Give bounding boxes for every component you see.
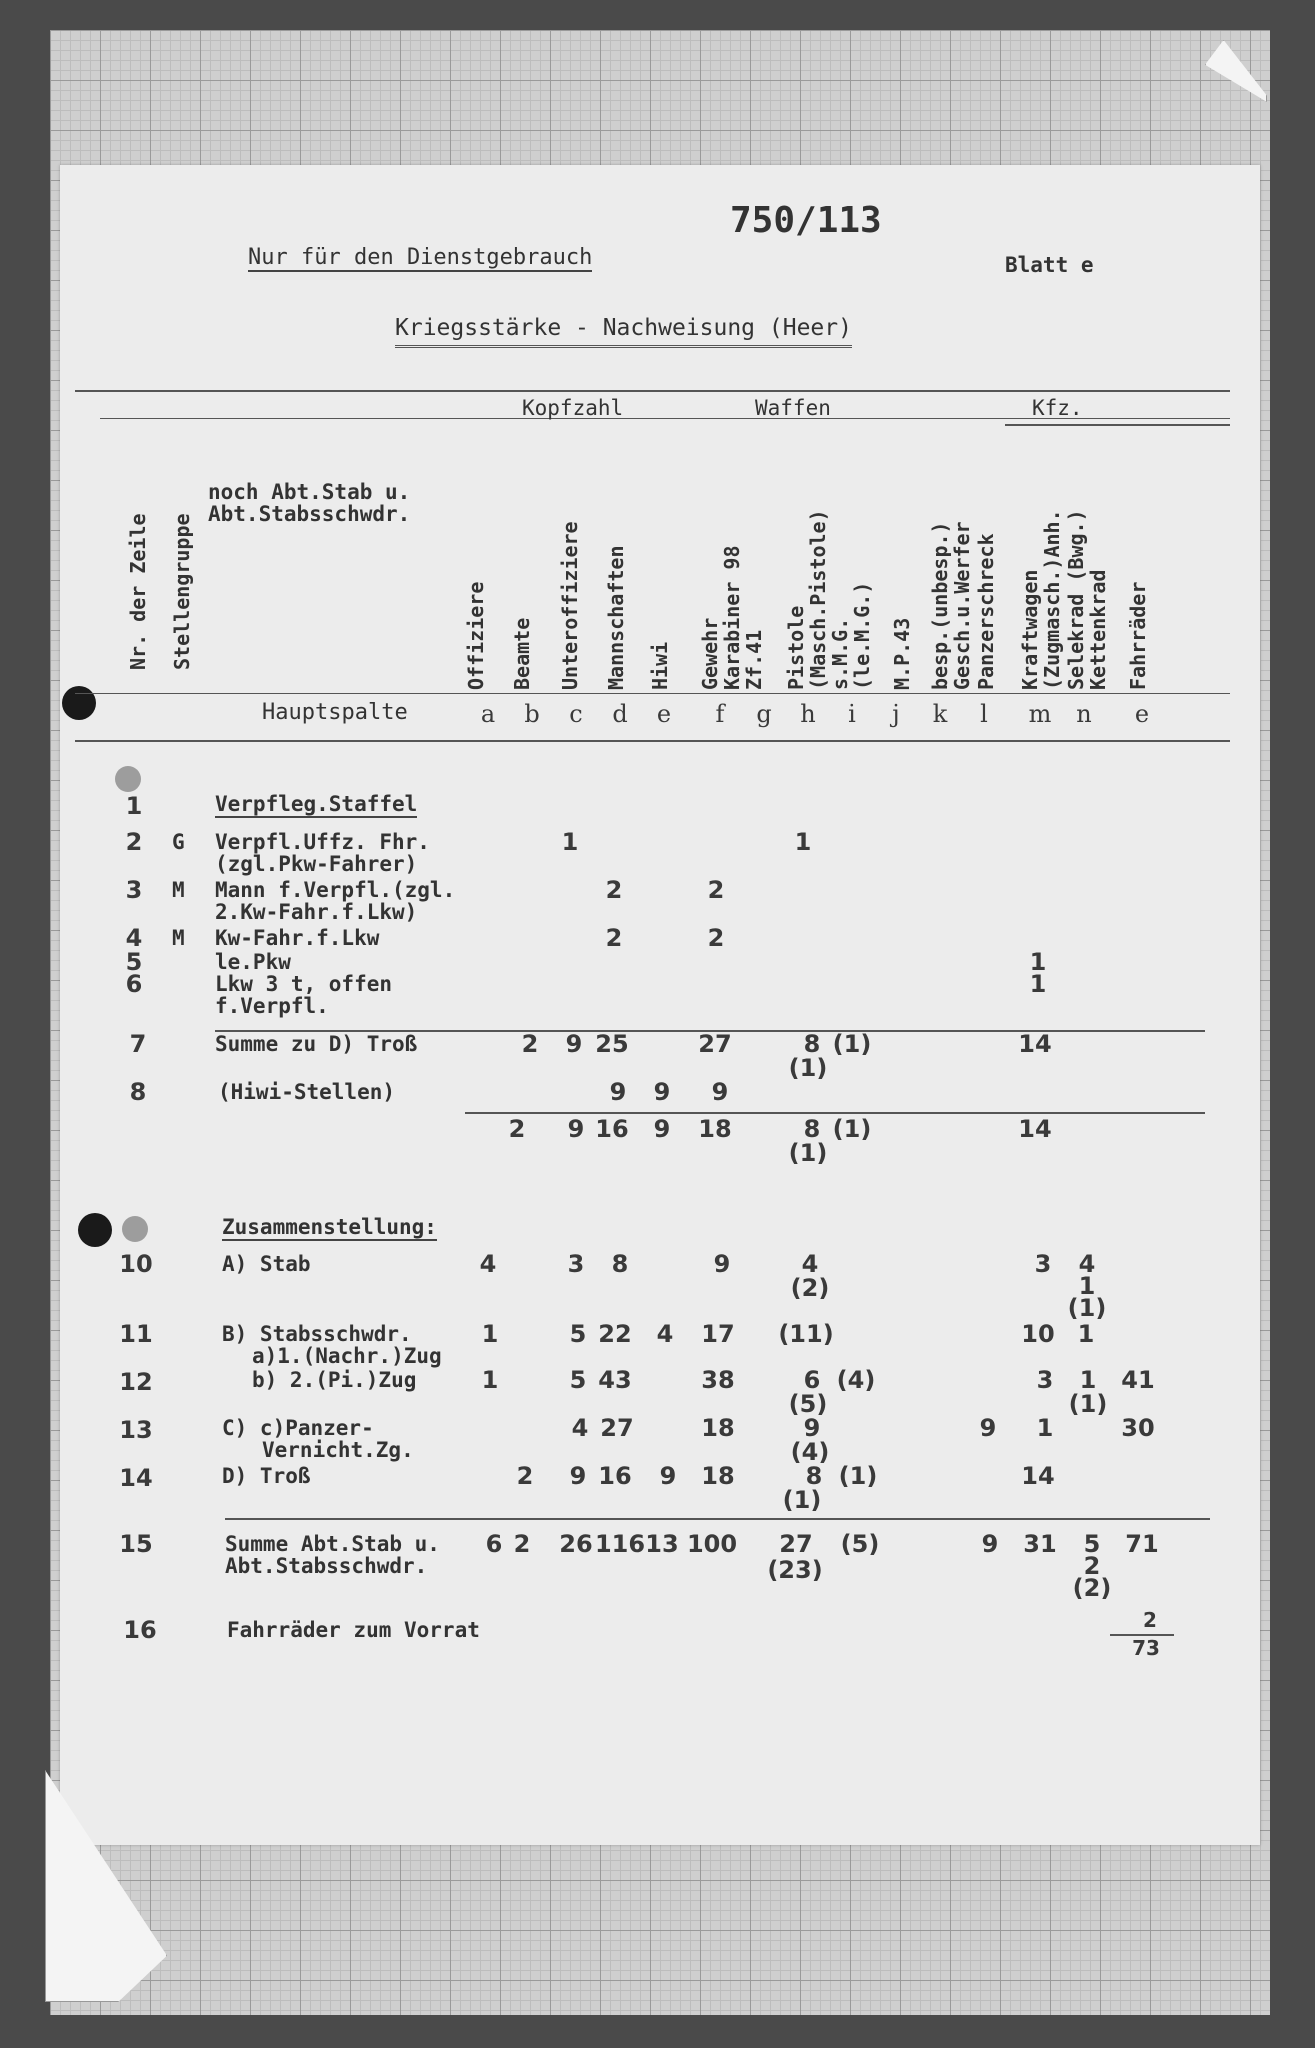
cell-o-total: 73 <box>1132 1636 1160 1660</box>
col-letter-d: d <box>612 700 628 728</box>
cell-c: 4 <box>571 1414 589 1442</box>
col-header-selekrad: Selekrad (Bwg.) <box>1064 509 1088 690</box>
cell-m: 3 <box>1036 1366 1054 1394</box>
row-nr: 1 <box>125 792 143 820</box>
col-header-unteroffiziere: Unteroffiziere <box>558 521 582 690</box>
col-header-mannschaften: Mannschaften <box>604 545 628 690</box>
col-header-offiziere: Offiziere <box>464 581 488 690</box>
cell-e: 4 <box>656 1320 674 1348</box>
row-nr: 5 <box>125 948 143 976</box>
row-nr: 4 <box>125 924 143 952</box>
cell-e: 9 <box>659 1462 677 1490</box>
row-nr: 3 <box>125 876 143 904</box>
cell-n: 1 <box>1077 1320 1095 1348</box>
col-letter-h: h <box>800 700 816 728</box>
cell-f: 100 <box>686 1530 738 1558</box>
cell-f: 2 <box>707 876 725 904</box>
cell-h-2: (1) <box>782 1486 822 1514</box>
cell-h: 27 <box>779 1530 813 1558</box>
col-letter-n: n <box>1076 700 1092 728</box>
col-letter-o: e <box>1134 700 1150 728</box>
cell-d: 2 <box>605 924 623 952</box>
row-nr: 13 <box>119 1416 153 1444</box>
stamp-number: 750/113 <box>730 200 882 241</box>
document-title: Kriegsstärke - Nachweisung (Heer) <box>395 315 852 348</box>
cell-n-2: 2 <box>1083 1552 1101 1580</box>
col-header-karabiner: Karabiner 98 <box>720 545 744 690</box>
cell-c: 5 <box>569 1320 587 1348</box>
row-nr: 2 <box>125 828 143 856</box>
row-label: Summe zu D) Troß <box>215 1032 418 1056</box>
col-letter-j: j <box>892 700 900 728</box>
row-nr: 14 <box>119 1464 153 1492</box>
row-label: b) 2.(Pi.)Zug <box>252 1368 417 1392</box>
header-stellengruppe: Stellengruppe <box>170 513 194 670</box>
cell-i: (4) <box>836 1366 876 1394</box>
row-label: Lkw 3 t, offen <box>215 972 393 996</box>
row-nr: 16 <box>123 1616 157 1644</box>
row-label: D) Troß <box>222 1464 311 1488</box>
cell-l: 9 <box>981 1530 999 1558</box>
col-header-zf41: Zf.41 <box>742 629 766 690</box>
cell-c: 3 <box>567 1250 585 1278</box>
cell-m: 1 <box>1029 948 1047 976</box>
col-letter-e: e <box>656 700 672 728</box>
rule-header-bottom <box>75 693 1230 694</box>
sheet-label: Blatt e <box>1005 253 1094 277</box>
punch-hole-bottom <box>78 1213 112 1247</box>
cell-o: 30 <box>1121 1414 1155 1442</box>
cell-m: 14 <box>1021 1462 1055 1490</box>
col-header-besp: besp.(unbesp.) <box>928 521 952 690</box>
col-header-geschuetz: Gesch.u.Werfer <box>950 521 974 690</box>
col-header-kraftwagen: Kraftwagen <box>1018 569 1042 690</box>
row-label: Vernicht.Zg. <box>262 1438 414 1462</box>
cell-n-2: 1 <box>1078 1272 1096 1300</box>
cell-f: 9 <box>713 1250 731 1278</box>
cell-h-2: (1) <box>788 1139 828 1167</box>
col-header-gewehr: Gewehr <box>698 617 722 690</box>
cell-d: 9 <box>609 1078 627 1106</box>
marker-dot-1 <box>115 766 141 792</box>
rule-hauptspalte-bottom <box>75 740 1230 742</box>
header-unit: noch Abt.Stab u. <box>208 480 411 504</box>
row-nr: 7 <box>129 1030 147 1058</box>
cell-i: (5) <box>840 1530 880 1558</box>
punch-hole-top <box>62 686 96 720</box>
row-sg: M <box>172 926 185 950</box>
rule-top <box>75 390 1230 392</box>
row-label: Fahrräder zum Vorrat <box>227 1618 480 1642</box>
cell-f: 9 <box>711 1078 729 1106</box>
cell-m: 1 <box>1029 970 1047 998</box>
cell-d: 8 <box>611 1250 629 1278</box>
cell-i: (1) <box>838 1462 878 1490</box>
row-label: B) Stabsschwdr. <box>222 1322 412 1346</box>
cell-b: 2 <box>516 1462 534 1490</box>
cell-h-2: (5) <box>788 1390 828 1418</box>
cell-i: (1) <box>832 1115 872 1143</box>
row-label: C) c)Panzer- <box>222 1416 374 1440</box>
col-letter-l: l <box>980 700 988 728</box>
cell-n-3: (1) <box>1067 1294 1107 1322</box>
cell-i: (1) <box>832 1030 872 1058</box>
col-letter-m: m <box>1028 700 1052 728</box>
cell-a: 4 <box>479 1250 497 1278</box>
row-label: a)1.(Nachr.)Zug <box>252 1344 442 1368</box>
cell-l: 9 <box>979 1414 997 1442</box>
cell-d: 27 <box>600 1414 634 1442</box>
cell-d: 22 <box>598 1320 632 1348</box>
cell-h: 1 <box>794 828 812 856</box>
cell-a: 1 <box>481 1320 499 1348</box>
col-header-kettenkrad: Kettenkrad <box>1086 569 1110 690</box>
cell-d: 43 <box>598 1366 632 1394</box>
row-nr: 8 <box>129 1078 147 1106</box>
col-header-mp43: M.P.43 <box>890 617 914 690</box>
row-sg: G <box>172 830 185 854</box>
cell-c: 9 <box>569 1462 587 1490</box>
cell-d: 25 <box>595 1030 629 1058</box>
row-nr: 6 <box>125 970 143 998</box>
col-header-beamte: Beamte <box>510 617 534 690</box>
cell-h: 8 <box>805 1462 823 1490</box>
col-letter-g: g <box>756 700 772 728</box>
cell-n-2: (1) <box>1068 1390 1108 1418</box>
cell-h: (11) <box>778 1320 834 1348</box>
col-letter-k: k <box>932 700 948 728</box>
col-header-pistole: Pistole <box>784 605 808 690</box>
cell-b: 2 <box>508 1115 526 1143</box>
group-kopfzahl: Kopfzahl <box>522 396 624 420</box>
cell-f: 18 <box>701 1462 735 1490</box>
cell-d: 2 <box>605 876 623 904</box>
cell-m: 3 <box>1034 1250 1052 1278</box>
hauptspalte-label: Hauptspalte <box>262 700 408 725</box>
row-nr: 11 <box>119 1320 153 1348</box>
cell-m: 14 <box>1018 1115 1052 1143</box>
cell-f: 38 <box>701 1366 735 1394</box>
cell-c: 1 <box>561 828 579 856</box>
col-letter-a: a <box>480 700 496 728</box>
group-kfz: Kfz. <box>1032 396 1083 420</box>
cell-f: 18 <box>701 1414 735 1442</box>
row-label: le.Pkw <box>215 950 291 974</box>
row-label: Abt.Stabsschwdr. <box>225 1554 428 1578</box>
col-letter-i: i <box>848 700 856 728</box>
cell-m: 10 <box>1021 1320 1055 1348</box>
row-label: Verpfl.Uffz. Fhr. <box>215 830 430 854</box>
cell-d: 116 <box>594 1530 646 1558</box>
cell-m: 31 <box>1023 1530 1057 1558</box>
row-label: A) Stab <box>222 1252 311 1276</box>
cell-f: 17 <box>701 1320 735 1348</box>
cell-h: 8 <box>803 1115 821 1143</box>
header-unit-2: Abt.Stabsschwdr. <box>208 502 411 526</box>
col-header-lemg: (le.M.G.) <box>850 581 874 690</box>
row-label: Summe Abt.Stab u. <box>225 1532 440 1556</box>
cell-n: 1 <box>1079 1366 1097 1394</box>
cell-o: 71 <box>1125 1530 1159 1558</box>
row-sg: M <box>172 878 185 902</box>
classification: Nur für den Dienstgebrauch <box>248 245 593 270</box>
cell-h: 4 <box>801 1250 819 1278</box>
cell-m: 14 <box>1018 1030 1052 1058</box>
cell-h-2: (2) <box>790 1274 830 1302</box>
col-header-zugmasch: (Zugmasch.)Anh. <box>1040 509 1064 690</box>
col-header-maschpistole: (Masch.Pistole) <box>806 509 830 690</box>
row-label: f.Verpfl. <box>215 994 329 1018</box>
col-header-fahrraeder: Fahrräder <box>1126 581 1150 690</box>
col-header-smg: s.M.G. <box>828 617 852 690</box>
cell-c: 9 <box>567 1115 585 1143</box>
cell-c: 26 <box>559 1530 593 1558</box>
cell-a: 1 <box>481 1366 499 1394</box>
col-header-hiwi: Hiwi <box>648 641 672 690</box>
cell-n: 5 <box>1083 1530 1101 1558</box>
row-nr: 15 <box>119 1530 153 1558</box>
cell-h-2: (1) <box>788 1054 828 1082</box>
cell-c: 5 <box>569 1366 587 1394</box>
cell-m: 1 <box>1036 1414 1054 1442</box>
section-title-zusammenstellung: Zusammenstellung: <box>222 1215 437 1239</box>
cell-o: 41 <box>1121 1366 1155 1394</box>
cell-e: 13 <box>645 1530 679 1558</box>
cell-o: 2 <box>1143 1608 1157 1632</box>
cell-h: 8 <box>803 1030 821 1058</box>
cell-h: 9 <box>803 1414 821 1442</box>
row-label: (Hiwi-Stellen) <box>218 1080 396 1104</box>
cell-c: 9 <box>565 1030 583 1058</box>
rule-net <box>465 1112 1205 1114</box>
cell-b: 2 <box>513 1530 531 1558</box>
col-letter-f: f <box>715 700 725 728</box>
cell-h-2: (23) <box>767 1556 823 1584</box>
row-nr: 10 <box>119 1250 153 1278</box>
cell-e: 9 <box>653 1078 671 1106</box>
row-label: 2.Kw-Fahr.f.Lkw) <box>215 900 418 924</box>
cell-d: 16 <box>598 1462 632 1490</box>
header-nr-der-zeile: Nr. der Zeile <box>126 513 150 670</box>
group-waffen: Waffen <box>755 396 831 420</box>
cell-h-2: (4) <box>790 1438 830 1466</box>
row-label: Mann f.Verpfl.(zgl. <box>215 878 456 902</box>
cell-d: 16 <box>595 1115 629 1143</box>
col-letter-c: c <box>569 700 583 728</box>
row-nr: 12 <box>119 1368 153 1396</box>
col-letter-b: b <box>524 700 540 728</box>
rule-total <box>225 1518 1210 1520</box>
cell-f: 18 <box>698 1115 732 1143</box>
cell-n-3: (2) <box>1072 1574 1112 1602</box>
cell-a: 6 <box>485 1530 503 1558</box>
row-label: (zgl.Pkw-Fahrer) <box>215 852 418 876</box>
rule-kfz <box>1005 424 1230 426</box>
row-label: Kw-Fahr.f.Lkw <box>215 926 380 950</box>
cell-f: 2 <box>707 924 725 952</box>
cell-b: 2 <box>521 1030 539 1058</box>
section-title-verpfleg: Verpfleg.Staffel <box>215 792 418 816</box>
cell-h: 6 <box>803 1366 821 1394</box>
col-header-panzerschreck: Panzerschreck <box>974 533 998 690</box>
cell-n: 4 <box>1078 1250 1096 1278</box>
cell-f: 27 <box>698 1030 732 1058</box>
cell-e: 9 <box>653 1115 671 1143</box>
marker-dot-2 <box>122 1216 148 1242</box>
